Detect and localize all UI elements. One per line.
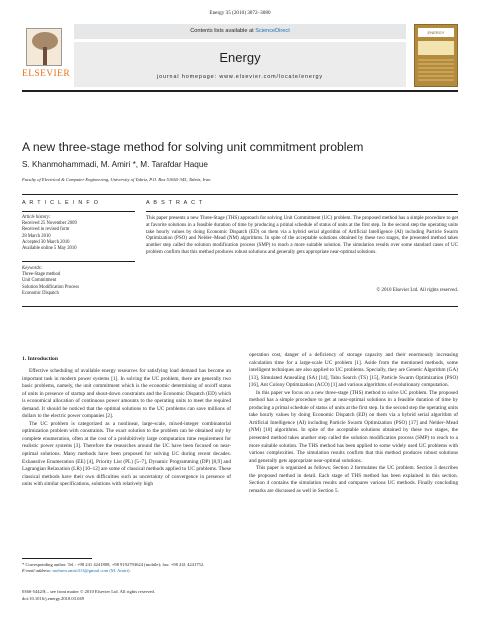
journal-citation: Energy 35 (2010) 3072–3080 — [209, 10, 271, 16]
history-item: Received 25 November 2009 — [22, 221, 77, 227]
contents-text: Contents lists available at — [190, 28, 256, 34]
journal-banner — [74, 24, 406, 87]
journal-homepage-link[interactable]: journal homepage: www.elsevier.com/locate/energy — [156, 74, 324, 80]
abstract-body: This paper presents a new Three-Stage (THS) approach for solving Unit Commitment (UC) problem. The proposed method has a simple procedure to get at favorite solutions in a feasible duration of time by producing a primal schedule of status of units at the first step. In the second step the operating units take hourly values by doing Economic Dispatch (ED) on them via a hybrid serial algorithm of Artificial Intelligence (AI) including Particle Swarm Optimization (PSO) and Nelder–Mead (NM) algorithms. In spite of the acceptable solutions obtained by these two stages, the presented method takes another step called the solution modification process (SMP) to reach a more suitable solution. The simulation results over some standard cases of UC problem confirm that this method produces robust solutions and generally gets appropriate near-optimal solutions. — [146, 215, 458, 255]
cover-title: ENERGY — [418, 28, 454, 37]
section-divider — [22, 194, 458, 195]
corresponding-author-footnote — [22, 562, 231, 574]
doi-link[interactable]: doi:10.1016/j.energy.2010.03.049 — [22, 595, 85, 601]
footnote-divider — [22, 558, 92, 559]
author-list: S. Khanmohammadi, M. Amiri *, M. Tarafdar Haque — [22, 160, 208, 169]
tree-logo-icon — [26, 28, 62, 66]
history-item: Accepted 30 March 2010 — [22, 239, 70, 245]
keyword: Economic Dispatch — [22, 290, 59, 296]
paragraph: This paper is organized as follows: Section 2 formulates the UC problem. Section 3 describes the proposed method in detail. Each stage of THS method has been explained in this section. Section 4 contains the simulation results and compares various UC methods. Finally concluding remarks are discussed as well in Section 5. — [249, 465, 458, 494]
email-label: E-mail address: — [22, 568, 52, 574]
body-column-left — [22, 368, 231, 489]
body-divider — [22, 306, 458, 307]
footnote-contact: * Corresponding author. Tel.: +98 241 4241808, +98 9192793624 (mobile); fax: +98 241 4241752. — [22, 562, 205, 567]
keywords-label: Keywords: — [22, 266, 43, 271]
abstract-divider — [146, 211, 458, 212]
elsevier-logo — [22, 24, 71, 87]
keywords-block — [22, 266, 137, 297]
history-item: Received in revised form — [22, 227, 70, 233]
paragraph: In this paper we focus on a new three-stage (THS) method to solve UC problem. The proposed method has a simple procedure to get at near-optimal solutions in a feasible duration of time by producing a primal schedule of status of units at the first step. In the second step the operating units take hourly values by doing Economic Dispatch (ED) on them via a hybrid serial algorithm of Artificial Intelligence (AI) including Particle Swarm Optimization (PSO) [17] and Nelder–Mead (NM) [18] algorithms. In spite of the acceptable solutions obtained by these two stages, the presented method takes another step called the solution modification process (SMP) to reach to a more suitable solution. The THS method has been applied to some widely used UC problems with various complexities. The simulation results confirm that this method produces robust solutions and generally gets appropriate near-optimal solutions. — [249, 389, 458, 464]
header-divider — [22, 90, 458, 92]
keywords-divider — [22, 261, 135, 262]
history-label: Article history: — [22, 215, 51, 220]
article-title: A new three-stage method for solving unit commitment problem — [22, 140, 364, 154]
keyword: Unit Commitment — [22, 278, 57, 284]
publisher-name: ELSEVIER — [22, 69, 71, 79]
paragraph: operation cost, danger of a deficiency of storage capacity and their enormously increasing calculation time for a large-scale UC problem [1]. Aside from the mentioned methods, some intelligent techniques are also applied to UC problems. Specially, they are Genetic Algorithm (GA) [13], Simulated Annealing (SA) [14], Tabu Search (TS) [15], Particle Swarm Optimization (PSO) [16], Ant Colony Optimization (ACO) [1] and various algorithms of evolutionary computation. — [249, 352, 458, 389]
article-history — [22, 215, 137, 252]
paragraph: The UC problem is categorized as a nonlinear, large-scale, mixed-integer combinatorial optimization problem with constraints. The exact solution to the problem can be obtained only by complete enumeration, often at the cost of a prohibitively large computation time requirement for realistic power systems [3]. Therefore the researches around the UC have been focused on near-optimal solutions. Many methods have been proposed for solving UC during recent decades. Exhaustive Enumeration (EE) [4], Priority List (PL) [5–7], Dynamic Programming (DP) [8,9] and Lagrangian Relaxation (LR) [10–12] are some of classical methods applied to UC problems. These classical methods have their own difficulties such as uncertainty of convergence in presence of units with similar specifications, solutions with relatively high — [22, 420, 231, 488]
info-divider — [22, 211, 135, 212]
journal-header — [22, 24, 458, 87]
journal-title-box — [74, 42, 406, 87]
keyword: Solution Modification Process — [22, 284, 80, 290]
article-info-heading: A R T I C L E I N F O — [22, 200, 100, 206]
author-affiliation: Faculty of Electrical & Computer Engineering, University of Tabriz, P.O. Box 51665-345, Tabriz, Iran — [22, 177, 211, 182]
journal-title: Energy — [219, 50, 261, 65]
history-item: 28 March 2010 — [22, 233, 51, 239]
issn-line: 0360-5442/$ – see front matter © 2010 Elsevier Ltd. All rights reserved. — [22, 589, 155, 594]
abstract-copyright: © 2010 Elsevier Ltd. All rights reserved. — [376, 288, 458, 293]
paragraph: Effective scheduling of available energy resources for satisfying load demand has become an important task in modern power systems [1]. In solving the UC problem, there are generally two basic problems, namely, the unit commitment which is the economic determining of on/off status of units in presence of startup and shout-down constraints and the Economic Dispatch (ED) which is economical allocation of continuous power amounts to the operating units to meet the required demand. It should be noticed that the optimal solutions to the UC problems can save millions of dollars to the electric power companies [2]. — [22, 368, 231, 420]
history-item: Available online 5 May 2010 — [22, 246, 77, 252]
email-link[interactable]: mohsen.amiri313@gmail.com (M. Amiri). — [52, 568, 131, 574]
abstract-heading: A B S T R A C T — [146, 200, 204, 206]
section-heading: 1. Introduction — [22, 356, 58, 362]
contents-bar — [74, 24, 406, 39]
sciencedirect-link[interactable]: ScienceDirect — [255, 28, 290, 34]
publication-info — [22, 589, 155, 603]
keyword: Three-Stage method — [22, 272, 61, 278]
journal-cover-image — [414, 24, 458, 87]
body-column-right — [249, 352, 458, 495]
